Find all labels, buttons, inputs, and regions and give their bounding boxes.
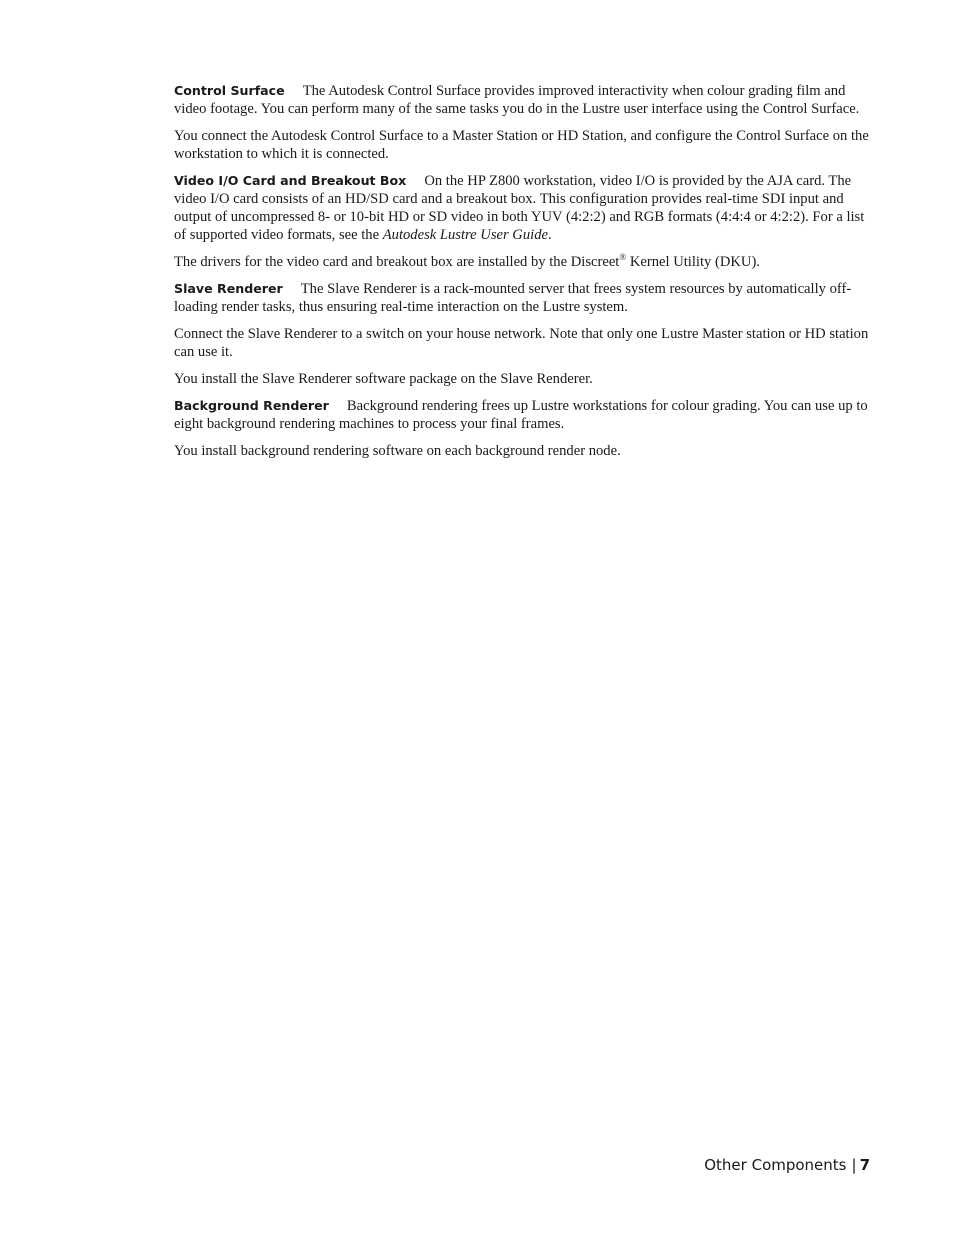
footer-separator: | — [851, 1156, 857, 1174]
document-body — [174, 82, 872, 469]
user-guide-title: Autodesk Lustre User Guide — [382, 227, 548, 243]
video-io-drivers-paragraph — [174, 253, 872, 271]
video-io-description-end: . — [547, 227, 552, 243]
page-number: 7 — [859, 1156, 870, 1174]
slave-renderer-install-paragraph: You install the Slave Renderer software package on the Slave Renderer. — [174, 371, 593, 387]
background-renderer-description: Background rendering frees up Lustre workstations for colour grading. You can use up to eight background rendering machines to process your final frames. — [174, 398, 868, 432]
page-footer — [704, 1156, 870, 1174]
registered-mark: ® — [619, 252, 627, 263]
background-renderer-term: Background Renderer — [174, 398, 329, 413]
control-surface-term: Control Surface — [174, 83, 285, 98]
control-surface-description: The Autodesk Control Surface provides improved interactivity when colour grading film and video footage. You can perform many of the same tasks you do in the Lustre user interface using the Control Surface. — [174, 83, 860, 117]
control-surface-connection-paragraph: You connect the Autodesk Control Surface to a Master Station or HD Station, and configure the Control Surface on the workstation to which it is connected. — [174, 128, 869, 162]
slave-renderer-paragraph — [174, 280, 872, 316]
background-renderer-install-paragraph: You install background rendering software on each background render node. — [174, 443, 621, 459]
control-surface-paragraph — [174, 82, 872, 118]
slave-renderer-description: The Slave Renderer is a rack-mounted server that frees system resources by automatically off-loading render tasks, thus ensuring real-time interaction on the Lustre system. — [174, 281, 852, 315]
slave-renderer-term: Slave Renderer — [174, 281, 283, 296]
drivers-text-start: The drivers for the video card and breakout box are installed by the Discreet — [174, 254, 620, 270]
drivers-text-end: Kernel Utility (DKU). — [626, 254, 760, 270]
video-io-description: On the HP Z800 workstation, video I/O is provided by the AJA card. The video I/O card consists of an HD/SD card and a breakout box. This configuration provides real-time SDI input and output of uncompressed 8- or 10-bit HD or SD video in both YUV (4:2:2) and RGB formats (4:4:4 or 4:2:2). For a list of supported video formats, see the — [174, 173, 865, 243]
background-renderer-paragraph — [174, 397, 872, 433]
slave-renderer-connection-paragraph: Connect the Slave Renderer to a switch on your house network. Note that only one Lustre Master station or HD station can use it. — [174, 326, 869, 360]
video-io-term: Video I/O Card and Breakout Box — [174, 173, 407, 188]
video-io-paragraph — [174, 172, 872, 244]
footer-section-title: Other Components — [704, 1156, 847, 1174]
